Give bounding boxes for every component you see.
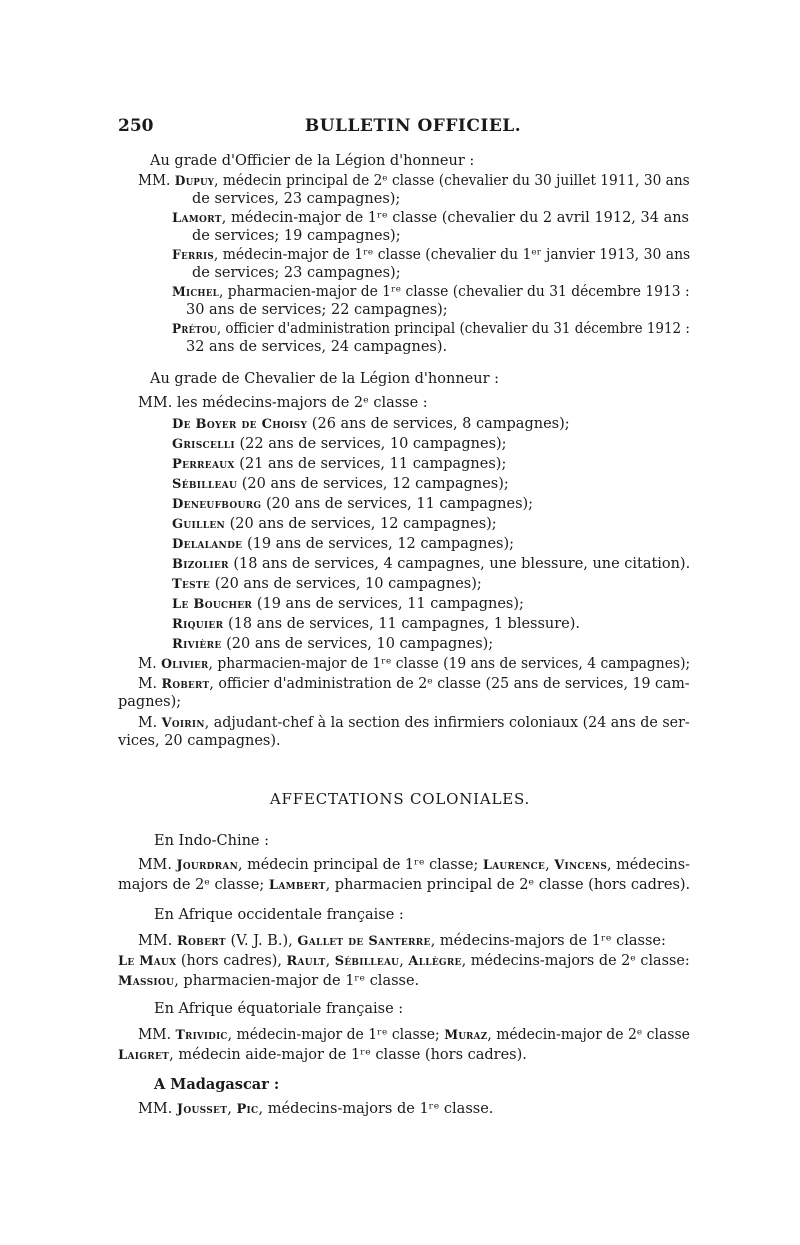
robert-name: Robert bbox=[161, 677, 210, 692]
text: , médecins- bbox=[607, 857, 690, 873]
chevalier-name: Le Boucher bbox=[172, 597, 253, 612]
text: , médecin aide-major de 1ʳᵉ classe (hors cadres). bbox=[169, 1047, 527, 1063]
chevalier-name: Rivière bbox=[172, 637, 222, 652]
chevalier-entry bbox=[172, 475, 509, 494]
m-prefix: M. bbox=[138, 715, 162, 731]
chevalier-text: (19 ans de services, 12 campagnes); bbox=[242, 536, 515, 552]
person-name: Gallet de Santerre bbox=[297, 934, 431, 949]
officier-entry-5-line-1 bbox=[172, 320, 690, 339]
voirin-text: , adjudant-chef à la section des infirmiers coloniaux (24 ans de ser- bbox=[204, 715, 690, 731]
chevalier-name: Riquier bbox=[172, 617, 224, 632]
text: , pharmacien-major de 1ʳᵉ classe. bbox=[174, 973, 420, 989]
text: (hors cadres), bbox=[176, 953, 287, 969]
officier-text: , médecin principal de 2ᵉ classe (chevalier du 30 juillet 1911, 30 ans bbox=[214, 173, 690, 189]
text: (V. J. B.), bbox=[225, 933, 298, 949]
officier-entry-4-line-1 bbox=[172, 283, 690, 302]
indochine-heading: En Indo-Chine : bbox=[154, 833, 269, 849]
chevalier-name: Teste bbox=[172, 577, 211, 592]
officier-text: , médecin-major de 1ʳᵉ classe (chevalier du 2 avril 1912, 34 ans bbox=[221, 210, 689, 226]
text: majors de 2ᵉ classe; bbox=[118, 877, 269, 893]
text: , pharmacien principal de 2ᵉ classe (hors cadres). bbox=[325, 877, 691, 893]
robert-text: , officier d'administration de 2ᵉ classe (25 ans de services, 19 cam- bbox=[209, 676, 690, 692]
mm-prefix: MM. bbox=[138, 933, 177, 949]
olivier-entry bbox=[138, 655, 690, 674]
chevalier-text: (20 ans de services, 11 campagnes); bbox=[261, 496, 534, 512]
chevalier-intro: MM. les médecins-majors de 2ᵉ classe : bbox=[138, 395, 428, 411]
chevalier-text: (20 ans de services, 10 campagnes); bbox=[210, 576, 482, 592]
madagascar-heading: A Madagascar : bbox=[154, 1076, 280, 1093]
mm-prefix: MM. bbox=[138, 173, 171, 189]
page-header bbox=[118, 116, 708, 140]
officier-text: , pharmacien-major de 1ʳᵉ classe (chevalier du 31 décembre 1913 : bbox=[218, 284, 690, 300]
chevalier-text: (20 ans de services, 12 campagnes); bbox=[225, 516, 497, 532]
person-name: Muraz bbox=[444, 1028, 488, 1043]
person-name: Vincens bbox=[554, 858, 608, 873]
robert-entry-line-2: pagnes); bbox=[118, 694, 182, 710]
officier-entry-4-line-2: 30 ans de services; 22 campagnes); bbox=[186, 302, 448, 318]
text: , bbox=[325, 953, 335, 969]
voirin-entry-line-1 bbox=[138, 714, 690, 733]
chevalier-name: Deneufbourg bbox=[172, 497, 262, 512]
officier-entry-1-line-2: de services, 23 campagnes); bbox=[192, 191, 401, 207]
chevalier-entry bbox=[172, 595, 524, 614]
chevalier-heading: Au grade de Chevalier de la Légion d'honneur : bbox=[150, 371, 499, 387]
chevalier-entry bbox=[172, 495, 533, 514]
officier-entry-2-line-2: de services; 19 campagnes); bbox=[192, 228, 401, 244]
person-name: Robert bbox=[176, 934, 226, 949]
person-name: Laigret bbox=[118, 1048, 170, 1063]
officier-entry-2-line-1 bbox=[172, 209, 689, 228]
text: , bbox=[545, 857, 555, 873]
chevalier-text: (18 ans de services, 11 campagnes, 1 blessure). bbox=[223, 616, 581, 632]
olivier-text: , pharmacien-major de 1ʳᵉ classe (19 ans de services, 4 campagnes); bbox=[208, 656, 691, 672]
person-name: Sébilleau bbox=[334, 954, 400, 969]
officier-name: Michel bbox=[172, 285, 219, 300]
officier-entry-5-line-2: 32 ans de services, 24 campagnes). bbox=[186, 339, 448, 355]
officier-text: , médecin-major de 1ʳᵉ classe (chevalier du 1ᵉʳ janvier 1913, 30 ans bbox=[213, 247, 691, 263]
voirin-entry-line-2: vices, 20 campagnes). bbox=[118, 733, 281, 749]
chevalier-name: De Boyer de Choisy bbox=[172, 417, 308, 432]
officier-entry-3-line-1 bbox=[172, 246, 690, 265]
chevalier-text: (22 ans de services, 10 campagnes); bbox=[234, 436, 507, 452]
person-name: Jourdran bbox=[176, 858, 239, 873]
officier-heading: Au grade d'Officier de la Légion d'honneur : bbox=[150, 153, 475, 169]
text: , médecin principal de 1ʳᵉ classe; bbox=[238, 857, 483, 873]
page-number: 250 bbox=[118, 116, 154, 136]
aof-line-1 bbox=[138, 932, 666, 951]
officier-name: Dupuy bbox=[174, 174, 215, 189]
aef-heading: En Afrique équatoriale française : bbox=[154, 1001, 404, 1017]
madagascar-line-1 bbox=[138, 1100, 493, 1119]
mm-prefix: MM. bbox=[138, 1101, 177, 1117]
aef-line-2 bbox=[118, 1046, 527, 1065]
chevalier-entry bbox=[172, 535, 514, 554]
person-name: Le Maux bbox=[118, 954, 177, 969]
chevalier-text: (18 ans de services, 4 campagnes, une blessure, une citation). bbox=[228, 556, 691, 572]
aof-heading: En Afrique occidentale française : bbox=[154, 907, 404, 923]
indochine-line-2 bbox=[118, 876, 690, 895]
chevalier-entry bbox=[172, 575, 482, 594]
text: , médecins-majors de 1ʳᵉ classe: bbox=[430, 933, 666, 949]
aef-line-1 bbox=[138, 1026, 690, 1045]
officier-name: Lamort bbox=[172, 211, 222, 226]
chevalier-entry bbox=[172, 555, 690, 574]
text: , médecins-majors de 2ᵉ classe: bbox=[461, 953, 690, 969]
person-name: Laurence bbox=[482, 858, 546, 873]
chevalier-entry bbox=[172, 435, 507, 454]
text: , médecin-major de 2ᵉ classe bbox=[487, 1027, 690, 1043]
chevalier-text: (21 ans de services, 11 campagnes); bbox=[234, 456, 507, 472]
person-name: Pic bbox=[236, 1102, 259, 1117]
m-prefix: M. bbox=[138, 656, 162, 672]
chevalier-entry bbox=[172, 515, 497, 534]
person-name: Allègre bbox=[408, 954, 462, 969]
aof-line-3 bbox=[118, 972, 419, 991]
aof-line-2 bbox=[118, 952, 690, 971]
indochine-line-1 bbox=[138, 856, 690, 875]
officier-name: Prétou bbox=[172, 322, 217, 337]
text: , bbox=[399, 953, 409, 969]
officier-name: Ferris bbox=[172, 248, 214, 263]
person-name: Jousset bbox=[176, 1102, 228, 1117]
chevalier-text: (26 ans de services, 8 campagnes); bbox=[307, 416, 570, 432]
chevalier-name: Griscelli bbox=[172, 437, 235, 452]
text: , bbox=[227, 1101, 237, 1117]
chevalier-text: (20 ans de services, 12 campagnes); bbox=[237, 476, 509, 492]
chevalier-name: Perreaux bbox=[172, 457, 235, 472]
chevalier-entry bbox=[172, 415, 570, 434]
officier-text: , officier d'administration principal (chevalier du 31 décembre 1912 : bbox=[216, 321, 690, 337]
chevalier-text: (19 ans de services, 11 campagnes); bbox=[252, 596, 524, 612]
chevalier-name: Guillen bbox=[172, 517, 226, 532]
section-title: AFFECTATIONS COLONIALES. bbox=[269, 790, 531, 808]
mm-prefix: MM. bbox=[138, 857, 177, 873]
officier-entry-3-line-2: de services; 23 campagnes); bbox=[192, 265, 401, 281]
mm-prefix: MM. bbox=[138, 1027, 176, 1043]
olivier-name: Olivier bbox=[161, 657, 209, 672]
chevalier-entry bbox=[172, 455, 506, 474]
robert-entry-line-1 bbox=[138, 675, 690, 694]
running-title: BULLETIN OFFICIEL. bbox=[304, 116, 522, 136]
person-name: Trividic bbox=[175, 1028, 228, 1043]
m-prefix: M. bbox=[138, 676, 162, 692]
voirin-name: Voirin bbox=[161, 716, 205, 731]
chevalier-name: Delalande bbox=[172, 537, 243, 552]
text: , médecin-major de 1ʳᵉ classe; bbox=[227, 1027, 445, 1043]
officier-entry-1-line-1 bbox=[138, 172, 690, 191]
person-name: Massiou bbox=[118, 974, 175, 989]
person-name: Lambert bbox=[268, 878, 326, 893]
text: , médecins-majors de 1ʳᵉ classe. bbox=[258, 1101, 494, 1117]
person-name: Rault bbox=[286, 954, 326, 969]
chevalier-entry bbox=[172, 635, 493, 654]
chevalier-name: Bizolier bbox=[172, 557, 229, 572]
chevalier-text: (20 ans de services, 10 campagnes); bbox=[221, 636, 494, 652]
chevalier-entry bbox=[172, 615, 580, 634]
chevalier-name: Sébilleau bbox=[172, 477, 238, 492]
